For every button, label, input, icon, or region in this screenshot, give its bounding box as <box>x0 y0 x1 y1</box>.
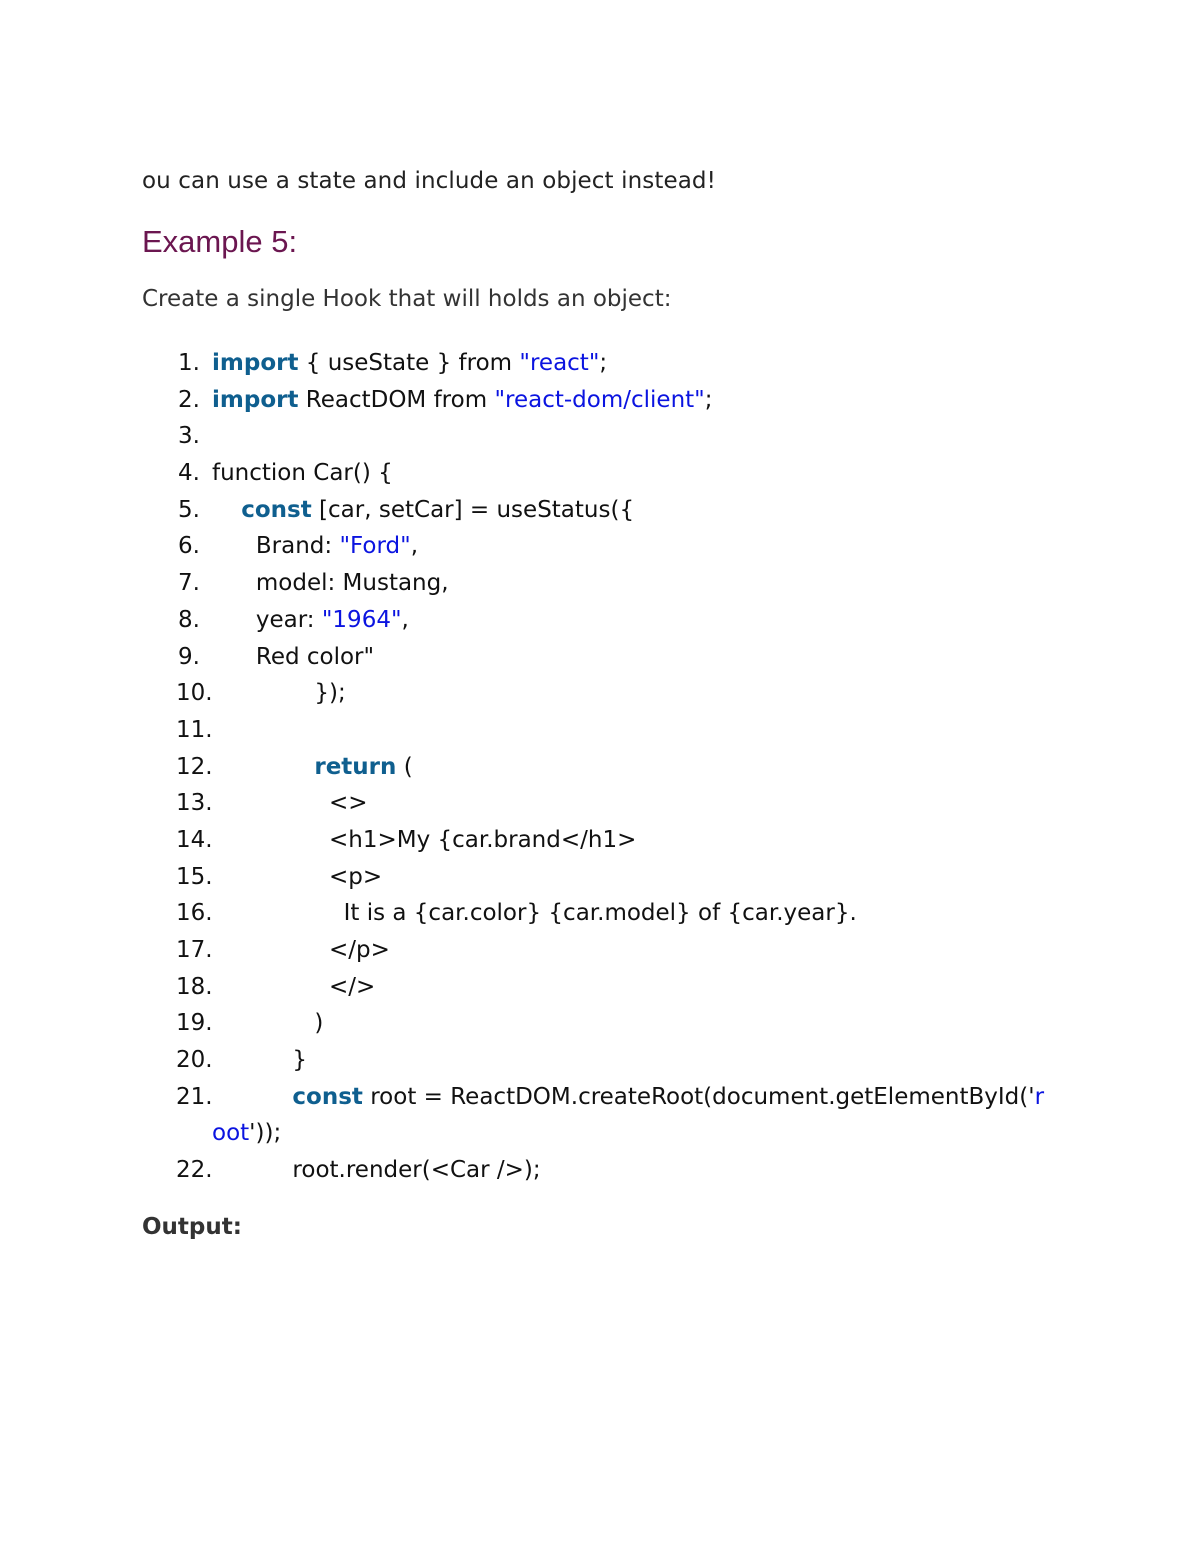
code-text: ; <box>704 386 713 413</box>
code-line <box>0 1042 1200 1079</box>
code-text: </p> <box>212 937 390 963</box>
line-code <box>212 932 390 969</box>
line-number: 22. <box>176 1157 213 1184</box>
code-text: Red color" <box>212 643 375 670</box>
line-number: 11. <box>176 716 213 743</box>
code-text <box>212 1084 292 1110</box>
line-number: 10. <box>176 680 213 707</box>
output-label: Output: <box>142 1214 242 1240</box>
line-code <box>212 895 857 932</box>
code-string: "1964" <box>321 606 402 633</box>
code-line <box>0 418 1200 455</box>
line-number: 8. <box>178 606 200 633</box>
line-number: 3. <box>178 423 200 450</box>
code-line <box>0 1152 1200 1189</box>
code-text: root.render(<Car />); <box>212 1157 541 1184</box>
code-text: , <box>410 533 419 560</box>
line-number: 13. <box>176 790 213 817</box>
line-code <box>212 1152 541 1189</box>
line-code <box>212 382 713 419</box>
code-text: }); <box>212 680 346 707</box>
code-text: ReactDOM from <box>298 386 495 413</box>
line-code <box>212 492 634 529</box>
line-code <box>212 565 449 602</box>
code-text: function Car() { <box>212 460 393 487</box>
code-line <box>0 712 1200 749</box>
code-text: It is a {car.color} {car.model} of {car.year}. <box>212 900 857 927</box>
code-line <box>0 932 1200 969</box>
code-keyword: import <box>212 350 299 376</box>
code-line <box>0 639 1200 676</box>
code-line <box>0 1005 1200 1042</box>
line-number: 18. <box>176 973 213 1000</box>
code-line <box>0 528 1200 565</box>
code-line <box>0 455 1200 492</box>
code-line <box>0 565 1200 602</box>
code-line <box>0 822 1200 859</box>
line-number: 4. <box>178 460 200 487</box>
code-text: ) <box>212 1010 324 1037</box>
line-code <box>212 749 413 786</box>
code-line <box>0 1115 1200 1152</box>
code-text: model: Mustang, <box>212 570 449 597</box>
line-number: 16. <box>176 900 213 927</box>
code-line <box>0 969 1200 1006</box>
code-text: { useState } from <box>298 350 520 376</box>
line-number: 19. <box>176 1010 213 1037</box>
line-number: 7. <box>178 570 200 597</box>
line-code <box>212 859 382 896</box>
code-line <box>0 1079 1200 1116</box>
code-text: [car, setCar] = useStatus({ <box>311 496 635 523</box>
line-code <box>212 528 418 565</box>
code-text: ; <box>599 350 608 376</box>
line-code <box>212 675 346 712</box>
line-number: 12. <box>176 753 213 780</box>
line-code <box>212 1042 307 1079</box>
code-string: "Ford" <box>339 533 411 560</box>
line-number: 5. <box>178 496 200 523</box>
code-text: <> <box>212 790 368 817</box>
line-number: 17. <box>176 937 213 963</box>
code-keyword: const <box>292 1083 363 1110</box>
line-number: 15. <box>176 863 213 890</box>
line-number: 20. <box>176 1047 213 1074</box>
code-string: oot <box>212 1120 250 1147</box>
code-line <box>0 602 1200 639</box>
code-text: ')); <box>249 1120 282 1147</box>
code-line <box>0 492 1200 529</box>
code-string: "react" <box>519 350 600 376</box>
code-text: year: <box>212 606 322 633</box>
line-code <box>212 822 636 859</box>
code-line <box>0 345 1200 382</box>
example-description: Create a single Hook that will holds an object: <box>142 286 672 312</box>
code-text: Brand: <box>212 533 340 560</box>
example-heading: Example 5: <box>142 224 298 259</box>
line-number: 2. <box>178 386 200 413</box>
code-line <box>0 382 1200 419</box>
code-text: <p> <box>212 863 383 890</box>
line-code <box>212 345 607 382</box>
code-text: </> <box>212 973 376 1000</box>
code-text: , <box>401 606 409 633</box>
code-text <box>212 497 241 523</box>
line-number: 21. <box>176 1083 213 1110</box>
code-line <box>0 785 1200 822</box>
line-code <box>212 969 375 1006</box>
code-line <box>0 749 1200 786</box>
line-code <box>212 1115 281 1152</box>
code-line <box>0 859 1200 896</box>
code-listing <box>0 345 1200 1189</box>
line-code <box>212 455 393 492</box>
code-text: <h1>My {car.brand</h1> <box>212 826 637 853</box>
code-text: root = ReactDOM.createRoot(document.getElementById(' <box>362 1083 1035 1110</box>
line-code <box>212 785 368 822</box>
code-keyword: return <box>314 753 397 780</box>
code-keyword: import <box>212 386 299 413</box>
line-number: 6. <box>178 533 200 560</box>
line-number: 14. <box>176 826 213 853</box>
code-text <box>212 754 314 780</box>
line-number: 1. <box>178 350 200 376</box>
line-code <box>212 1079 1044 1116</box>
code-string: "react-dom/client" <box>494 386 705 413</box>
line-number: 9. <box>178 643 200 670</box>
code-string: r <box>1034 1083 1045 1110</box>
line-code <box>212 639 374 676</box>
intro-text: ou can use a state and include an object instead! <box>142 168 716 194</box>
code-line <box>0 675 1200 712</box>
line-code <box>212 1005 323 1042</box>
code-text: ( <box>396 753 413 780</box>
line-code <box>212 602 409 639</box>
code-text: } <box>212 1047 308 1074</box>
code-line <box>0 895 1200 932</box>
code-keyword: const <box>241 496 312 523</box>
